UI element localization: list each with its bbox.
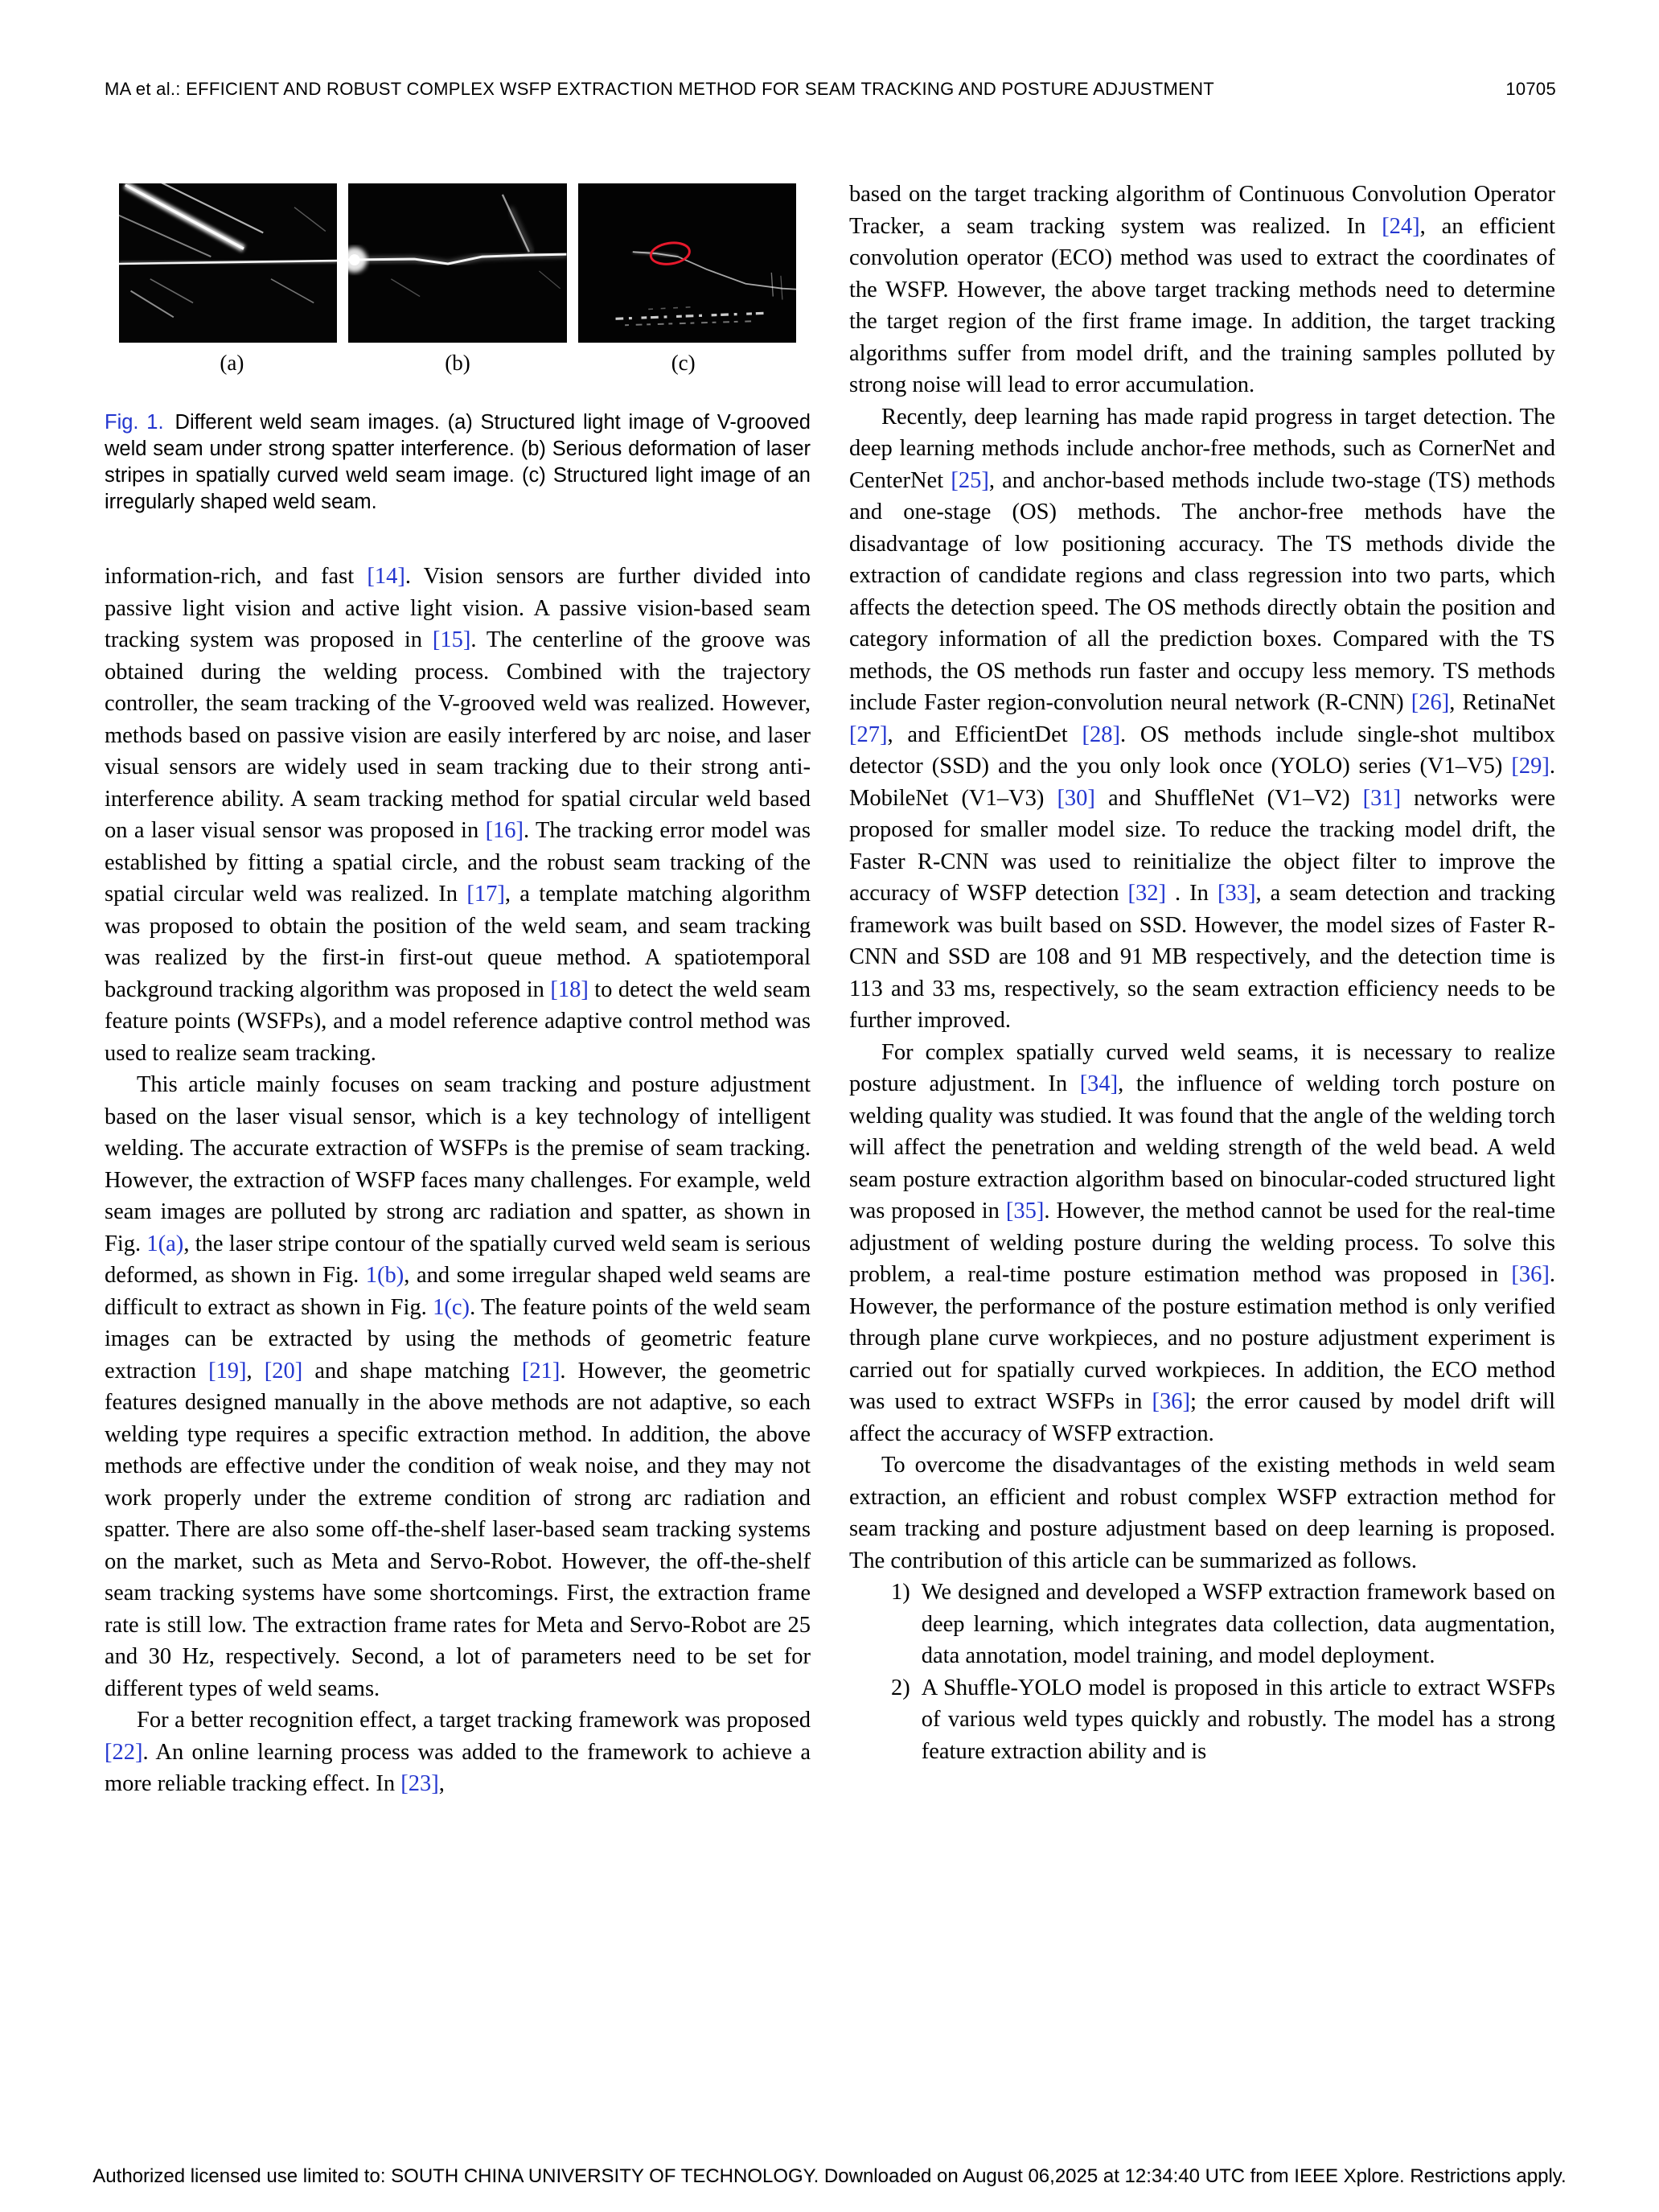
- citation-link[interactable]: [24]: [1382, 213, 1420, 239]
- figure-label-b: (b): [445, 351, 470, 375]
- list-item: [849, 1577, 1555, 1672]
- citation-link[interactable]: [36]: [1511, 1262, 1550, 1287]
- citation-link[interactable]: [26]: [1411, 690, 1450, 715]
- contribution-list: [849, 1577, 1555, 1767]
- citation-link[interactable]: [23]: [400, 1771, 439, 1796]
- citation-link[interactable]: [16]: [485, 818, 524, 843]
- list-item-number: 1): [891, 1580, 910, 1605]
- list-item: [849, 1672, 1555, 1768]
- figure-image-b: [348, 183, 566, 343]
- figure-reference-link[interactable]: 1(a): [146, 1231, 184, 1256]
- citation-link[interactable]: [25]: [951, 467, 989, 493]
- citation-link[interactable]: [34]: [1079, 1071, 1119, 1096]
- paragraph: For complex spatially curved weld seams, it is necessary to realize posture adjustment. In [34], the influence of welding torch posture on welding quality was studied. It was found that the angle of the welding torch will affect the penetration and welding strength of the weld bead. A weld seam posture extraction algorithm based on binocular-coded structured light was proposed in [35]. However, the method cannot be used for the real-time adjustment of welding posture during the welding process. To solve this problem, a real-time posture estimation method was proposed in [36]. However, the performance of the posture estimation method is only verified through plane curve workpieces, and no posture adjustment experiment is carried out for spatially curved workpieces. In addition, the ECO method was used to extract WSFPs in [36]; the error caused by model drift will affect the accuracy of WSFP extraction.: [849, 1039, 1555, 1446]
- figure-label-c: (c): [671, 351, 696, 375]
- citation-link[interactable]: [33]: [1217, 881, 1256, 906]
- figure-image-a: [119, 183, 337, 343]
- left-column: [105, 179, 811, 1800]
- figure-reference-link[interactable]: 1(c): [433, 1294, 470, 1320]
- citation-link[interactable]: [19]: [208, 1358, 247, 1384]
- copyright-stamp: [0, 2165, 1659, 2188]
- citation-link[interactable]: [20]: [264, 1358, 303, 1384]
- citation-link[interactable]: [36]: [1152, 1389, 1190, 1414]
- paragraph: information-rich, and fast [14]. Vision sensors are further divided into passive light vision and active light vision. A passive vision-based seam tracking system was proposed in [15]. The centerline of the groove was obtained during the welding process. Combined with the trajectory controller, the seam tracking of the V-grooved weld was realized. However, methods based on passive vision are easily interfered by arc noise, and laser visual sensors are widely used in seam tracking due to their strong anti-interference ability. A seam tracking method for spatial circular weld based on a laser visual sensor was proposed in [16]. The tracking error model was established by fitting a spatial circle, and the robust seam tracking of the spatial circular weld was realized. In [17], a template matching algorithm was proposed to obtain the position of the weld seam, and seam tracking was realized by the first-in first-out queue method. A spatiotemporal background tracking algorithm was proposed in [18] to detect the weld seam feature points (WSFPs), and a model reference adaptive control method was used to realize seam tracking.: [105, 564, 811, 1066]
- figure-caption: [105, 409, 811, 516]
- figure-caption-label: Fig. 1.: [105, 411, 164, 434]
- citation-link[interactable]: [30]: [1057, 785, 1095, 811]
- citation-link[interactable]: [32]: [1127, 881, 1166, 906]
- running-head: MA et al.: EFFICIENT AND ROBUST COMPLEX WSFP EXTRACTION METHOD FOR SEAM TRACKING AND POSTURE ADJUSTMENT: [105, 79, 1215, 99]
- left-column-text: [105, 561, 811, 1800]
- right-column: [849, 179, 1555, 1767]
- footer-text: Authorized licensed use limited to: SOUTH CHINA UNIVERSITY OF TECHNOLOGY. Downloaded on August 06,2025 at 12:34:40 UTC from IEEE Xplore. Restrictions apply.: [92, 2165, 1567, 2187]
- list-item-text: We designed and developed a WSFP extraction framework based on deep learning, which integrates data collection, data augmentation, data annotation, model training, and model deployment.: [921, 1580, 1555, 1668]
- figure-label-a: (a): [220, 351, 244, 375]
- citation-link[interactable]: [28]: [1082, 722, 1120, 747]
- citation-link[interactable]: [18]: [550, 976, 589, 1002]
- figure-reference-link[interactable]: 1(b): [365, 1263, 404, 1288]
- citation-link[interactable]: [17]: [466, 882, 505, 907]
- paragraph: based on the target tracking algorithm of Continuous Convolution Operator Tracker, a seam tracking system was realized. In [24], an efficient convolution operator (ECO) method was used to extract the coordinates of the WSFP. However, the above target tracking methods need to determine the target region of the first frame image. In addition, the target tracking algorithms suffer from model drift, and the training samples polluted by strong noise will lead to error accumulation.: [849, 182, 1555, 397]
- paragraph: To overcome the disadvantages of the existing methods in weld seam extraction, an efficient and robust complex WSFP extraction method for seam tracking and posture adjustment based on deep learning is proposed. The contribution of this article can be summarized as follows.: [849, 1453, 1555, 1573]
- paragraph: For a better recognition effect, a target tracking framework was proposed [22]. An online learning process was added to the framework to achieve a more reliable tracking effect. In [23],: [105, 1708, 811, 1796]
- citation-link[interactable]: [21]: [521, 1358, 561, 1384]
- paragraph: Recently, deep learning has made rapid progress in target detection. The deep learning methods include anchor-free methods, such as CornerNet and CenterNet [25], and anchor-based methods include two-stage (TS) methods and one-stage (OS) methods. The anchor-free methods have the disadvantage of low positioning accuracy. The TS methods divide the extraction of candidate regions and class regression into two parts, which affects the detection speed. The OS methods directly obtain the position and category information of all the prediction boxes. Compared with the TS methods, the OS methods run faster and occupy less memory. TS methods include Faster region-convolution neural network (R-CNN) [26], RetinaNet [27], and EfficientDet [28]. OS methods include single-shot multibox detector (SSD) and the you only look once (YOLO) series (V1–V5) [29]. MobileNet (V1–V3) [30] and ShuffleNet (V1–V2) [31] networks were proposed for smaller model size. To reduce the tracking model drift, the Faster R-CNN was used to reinitialize the object filter to improve the accuracy of WSFP detection [32] . In [33], a seam detection and tracking framework was built based on SSD. However, the model sizes of Faster R-CNN and SSD are 108 and 91 MB respectively, and the detection time is 113 and 33 ms, respectively, so the seam extraction efficiency needs to be further improved.: [849, 404, 1556, 1033]
- citation-link[interactable]: [15]: [432, 627, 471, 652]
- citation-link[interactable]: [14]: [367, 564, 405, 589]
- citation-link[interactable]: [29]: [1511, 754, 1550, 779]
- citation-link[interactable]: [31]: [1362, 785, 1402, 811]
- page-header: [105, 79, 1556, 100]
- citation-link[interactable]: [35]: [1005, 1199, 1045, 1223]
- figure-1: [105, 183, 811, 343]
- citation-link[interactable]: [27]: [849, 722, 888, 747]
- paragraph: This article mainly focuses on seam tracking and posture adjustment based on the laser visual sensor, which is a key technology of intelligent welding. The accurate extraction of WSFPs is the premise of seam tracking. However, the extraction of WSFP faces many challenges. For example, weld seam images are polluted by strong arc radiation and spatter, as shown in Fig. 1(a), the laser stripe contour of the spatially curved weld seam is serious deformed, as shown in Fig. 1(b), and some irregular shaped weld seams are difficult to extract as shown in Fig. 1(c). The feature points of the weld seam images can be extracted by using the methods of geometric feature extraction [19], [20] and shape matching [21]. However, the geometric features designed manually in the above methods are not adaptive, so each welding type requires a specific extraction method. In addition, the above methods are effective under the condition of weak noise, and they may not work properly under the extreme condition of strong arc radiation and spatter. There are also some off-the-shelf laser-based seam tracking systems on the market, such as Meta and Servo-Robot. However, the off-the-shelf seam tracking systems have some shortcomings. First, the extraction frame rate is still low. The extraction frame rates for Meta and Servo-Robot are 25 and 30 Hz, respectively. Second, a lot of parameters need to be set for different types of weld seams.: [105, 1072, 811, 1701]
- figure-sublabels: [105, 351, 811, 376]
- page-number: 10705: [1505, 79, 1556, 99]
- figure-caption-text: Different weld seam images. (a) Structured light image of V-grooved weld seam under strong spatter interference. (b) Serious deformation of laser stripes in spatially curved weld seam image. (c) Structured light image of an irregularly shaped weld seam.: [105, 411, 811, 513]
- citation-link[interactable]: [22]: [105, 1739, 143, 1765]
- list-item-text: A Shuffle-YOLO model is proposed in this article to extract WSFPs of various weld types quickly and robustly. The model has a strong feature extraction ability and is: [921, 1675, 1555, 1764]
- list-item-number: 2): [891, 1675, 910, 1700]
- figure-image-c: [578, 183, 796, 343]
